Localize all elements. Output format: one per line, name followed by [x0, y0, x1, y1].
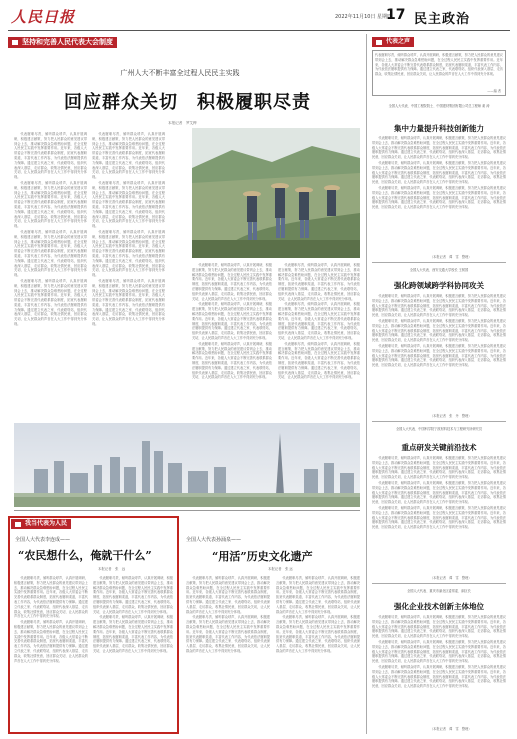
sidebar-story3-byline: （本报记者 谭 雪 整理）	[430, 576, 472, 580]
paragraph: 代表履职尽责，倾听群众呼声，认真开展调研，积极建言献策，努力把人民群众的意见建议带到会上去，推动解决群众急难愁盼问题，在全过程人民民主实践中发挥重要作用。近年来，各级人大常委会不断完善代表联系群众制度，拓宽代表履职渠道，丰富代表工作内容，为代表依法履职提供有力保障。通过建立代表之家、代表联络站，组织代表深入基层、走访群众，收集社情民意，回应群众关切，让人民群众的声音在人大工作中得到充分体现。	[92, 278, 165, 327]
story-column-2	[93, 576, 173, 728]
paragraph: 代表履职尽责，倾听群众呼声，认真开展调研，积极建言献策，努力把人民群众的意见建议带到会上去，推动解决群众急难愁盼问题，在全过程人民民主实践中发挥重要作用。近年来，各级人大常委会不断完善代表联系群众制度，拓宽代表履职渠道，丰富代表工作内容，为代表依法履职提供有力保障。通过建立代表之家、代表联络站，组织代表深入基层、走访群众，收集社情民意，回应群众关切，让人民群众的声音在人大工作中得到充分体现。	[372, 664, 506, 689]
sidebar-story4-byline: （本报记者 谭 雪 整理）	[430, 727, 472, 731]
paragraph: 代表履职尽责，倾听群众呼声，认真开展调研，积极建言献策，努力把人民群众的意见建议带到会上去，推动解决群众急难愁盼问题，在全过程人民民主实践中发挥重要作用。近年来，各级人大常委会不断完善代表联系群众制度，拓宽代表履职渠道，丰富代表工作内容，为代表依法履职提供有力保障。通过建立代表之家、代表联络站，组织代表深入基层、走访群众，收集社情民意，回应群众关切，让人民群众的声音在人大工作中得到充分体现。	[93, 576, 173, 614]
paragraph: 代表履职尽责，倾听群众呼声，认真开展调研，积极建言献策，努力把人民群众的意见建议带到会上去，推动解决群众急难愁盼问题，在全过程人民民主实践中发挥重要作用。近年来，各级人大常委会不断完善代表联系群众制度，拓宽代表履职渠道，丰富代表工作内容，为代表依法履职提供有力保障。通过建立代表之家、代表联络站，组织代表深入基层、走访群众，收集社情民意，回应群众关切，让人民群众的声音在人大工作中得到充分体现。	[372, 505, 506, 530]
paragraph: 代表履职尽责，倾听群众呼声，认真开展调研，积极建言献策，努力把人民群众的意见建议带到会上去，推动解决群众急难愁盼问题，在全过程人民民主实践中发挥重要作用。近年来，各级人大常委会不断完善代表联系群众制度，拓宽代表履职渠道，丰富代表工作内容，为代表依法履职提供有力保障。通过建立代表之家、代表联络站，组织代表深入基层、走访群众，收集社情民意，回应群众关切，让人民群众的声音在人大工作中得到充分体现。	[372, 318, 506, 343]
sidebar-story2-headline: 强化跨领域跨学科协同攻关	[394, 281, 484, 290]
paragraph: 代表履职尽责，倾听群众呼声，认真开展调研，积极建言献策，努力把人民群众的意见建议带到会上去，推动解决群众急难愁盼问题，在全过程人民民主实践中发挥重要作用。近年来，各级人大常委会不断完善代表联系群众制度，拓宽代表履职渠道，丰富代表工作内容，为代表依法履职提供有力保障。通过建立代表之家、代表联络站，组织代表深入基层、走访群众，收集社情民意，回应群众关切，让人民群众的声音在人大工作中得到充分体现。	[192, 263, 272, 301]
issue-date: 2022年11月10日 星期四	[335, 14, 393, 20]
story-kicker: 我当代表为人民	[11, 519, 71, 529]
story-headline: “农民想什么，俺就干什么”	[18, 549, 152, 562]
story2-overline: 全国人大代表孙涌泉——	[186, 537, 242, 543]
paragraph: 代表履职尽责，倾听群众呼声，认真开展调研，积极建言献策，努力把人民群众的意见建议带到会上去，推动解决群众急难愁盼问题，在全过程人民民主实践中发挥重要作用。近年来，各级人大常委会不断完善代表联系群众制度，拓宽代表履职渠道，丰富代表工作内容，为代表依法履职提供有力保障。通过建立代表之家、代表联络站，组织代表深入基层、走访群众，收集社情民意，回应群众关切，让人民群众的声音在人大工作中得到充分体现。	[92, 229, 165, 278]
sidebar-divider	[372, 583, 506, 584]
masthead	[0, 0, 517, 30]
paragraph: 代表履职尽责，倾听群众呼声，认真开展调研，积极建言献策，努力把人民群众的意见建议带到会上去，推动解决群众急难愁盼问题，在全过程人民民主实践中发挥重要作用。近年来，各级人大常委会不断完善代表联系群众制度，拓宽代表履职渠道，丰富代表工作内容，为代表依法履职提供有力保障。通过建立代表之家、代表联络站，组织代表深入基层、走访群众，收集社情民意，回应群众关切，让人民群众的声音在人大工作中得到充分体现。	[192, 302, 272, 340]
lead-column-1	[14, 132, 87, 462]
sidebar-story1-byline: （本报记者 谭 雪 整理）	[430, 255, 472, 259]
sidebar-kicker: 代表之声	[372, 37, 414, 47]
paragraph: 代表履职尽责，倾听群众呼声，认真开展调研，积极建言献策，努力把人民群众的意见建议带到会上去，推动解决群众急难愁盼问题，在全过程人民民主实践中发挥重要作用。近年来，各级人大常委会不断完善代表联系群众制度，拓宽代表履职渠道，丰富代表工作内容，为代表依法履职提供有力保障。通过建立代表之家、代表联络站，组织代表深入基层、走访群众，收集社情民意，回应群众关切，让人民群众的声音在人大工作中得到充分体现。	[93, 615, 173, 653]
paragraph: 代表履职尽责，倾听群众呼声，认真开展调研，积极建言献策，努力把人民群众的意见建议带到会上去，推动解决群众急难愁盼问题，在全过程人民民主实践中发挥重要作用。近年来，各级人大常委会不断完善代表联系群众制度，拓宽代表履职渠道，丰富代表工作内容，为代表依法履职提供有力保障。通过建立代表之家、代表联络站，组织代表深入基层、走访群众，收集社情民意，回应群众关切，让人民群众的声音在人大工作中得到充分体现。	[276, 615, 360, 653]
paragraph: 代表履职尽责，倾听群众呼声，认真开展调研，积极建言献策，努力把人民群众的意见建议带到会上去，推动解决群众急难愁盼问题，在全过程人民民主实践中发挥重要作用。近年来，各级人大常委会不断完善代表联系群众制度，拓宽代表履职渠道，丰富代表工作内容，为代表依法履职提供有力保障。通过建立代表之家、代表联络站，组织代表深入基层、走访群众，收集社情民意，回应群众关切，让人民群众的声音在人大工作中得到充分体现。	[372, 136, 506, 160]
paragraph: 代表履职尽责，倾听群众呼声，认真开展调研，积极建言献策，努力把人民群众的意见建议带到会上去，推动解决群众急难愁盼问题，在全过程人民民主实践中发挥重要作用。近年来，各级人大常委会不断完善代表联系群众制度，拓宽代表履职渠道，丰富代表工作内容，为代表依法履职提供有力保障。通过建立代表之家、代表联络站，组织代表深入基层、走访群众，收集社情民意，回应群众关切，让人民群众的声音在人大工作中得到充分体现。	[186, 576, 270, 614]
paragraph: 代表履职尽责，倾听群众呼声，认真开展调研，积极建言献策，努力把人民群众的意见建议带到会上去，推动解决群众急难愁盼问题，在全过程人民民主实践中发挥重要作用。近年来，各级人大常委会不断完善代表联系群众制度，拓宽代表履职渠道，丰富代表工作内容，为代表依法履职提供有力保障。通过建立代表之家、代表联络站，组织代表深入基层、走访群众，收集社情民意，回应群众关切，让人民群众的声音在人大工作中得到充分体现。	[14, 576, 88, 619]
sidebar-story1-intro: 全国人大代表、中国工程院院士、中国建材集团有限公司总工程师 姜 涛	[388, 104, 490, 108]
editor-note-sign: ——编 者	[487, 89, 501, 93]
editor-note-text: 代表履职尽责，倾听群众呼声，认真开展调研，积极建言献策，努力把人民群众的意见建议带到会上去，推动解决群众急难愁盼问题，在全过程人民民主实践中发挥重要作用。近年来，各级人大常委会不断完善代表联系群众制度，拓宽代表履职渠道，丰富代表工作内容，为代表依法履职提供有力保障。通过建立代表之家、代表联络站，组织代表深入基层、走访群众，收集社情民意，回应群众关切，让人民群众的声音在人大工作中得到充分体现。	[375, 53, 503, 77]
section-kicker: 坚持和完善人民代表大会制度	[8, 37, 117, 48]
sidebar-story4-body	[372, 615, 506, 725]
paragraph: 代表履职尽责，倾听群众呼声，认真开展调研，积极建言献策，努力把人民群众的意见建议带到会上去，推动解决群众急难愁盼问题，在全过程人民民主实践中发挥重要作用。近年来，各级人大常委会不断完善代表联系群众制度，拓宽代表履职渠道，丰富代表工作内容，为代表依法履职提供有力保障。通过建立代表之家、代表联络站，组织代表深入基层、走访群众，收集社情民意，回应群众关切，让人民群众的声音在人大工作中得到充分体现。	[14, 229, 87, 278]
editor-note-box	[372, 50, 506, 96]
paragraph: 代表履职尽责，倾听群众呼声，认真开展调研，积极建言献策，努力把人民群众的意见建议带到会上去，推动解决群众急难愁盼问题，在全过程人民民主实践中发挥重要作用。近年来，各级人大常委会不断完善代表联系群众制度，拓宽代表履职渠道，丰富代表工作内容，为代表依法履职提供有力保障。通过建立代表之家、代表联络站，组织代表深入基层、走访群众，收集社情民意，回应群众关切，让人民群众的声音在人大工作中得到充分体现。	[14, 132, 87, 180]
story-byline: 本报记者 张 远	[98, 567, 126, 571]
sidebar-story1-body	[372, 136, 506, 254]
sidebar-divider	[372, 262, 506, 263]
story2-column-2	[276, 576, 360, 728]
section-title: 民主政治	[414, 12, 471, 27]
sidebar-story3-body	[372, 456, 506, 574]
lead-column-2	[92, 132, 165, 462]
sidebar-story3-intro: 全国人大代表、中国科学院宁波材料技术与工程研究所研究员	[395, 427, 483, 431]
sidebar-story4-headline: 强化企业技术创新主体地位	[394, 602, 484, 611]
sidebar-story3-headline: 重点研发关键前沿技术	[401, 443, 477, 452]
paragraph: 代表履职尽责，倾听群众呼声，认真开展调研，积极建言献策，努力把人民群众的意见建议带到会上去，推动解决群众急难愁盼问题，在全过程人民民主实践中发挥重要作用。近年来，各级人大常委会不断完善代表联系群众制度，拓宽代表履职渠道，丰富代表工作内容，为代表依法履职提供有力保障。通过建立代表之家、代表联络站，组织代表深入基层、走访群众，收集社情民意，回应群众关切，让人民群众的声音在人大工作中得到充分体现。	[92, 180, 165, 229]
sidebar-story1-headline: 集中力量提升科技创新能力	[394, 124, 484, 133]
paragraph: 代表履职尽责，倾听群众呼声，认真开展调研，积极建言献策，努力把人民群众的意见建议带到会上去，推动解决群众急难愁盼问题，在全过程人民民主实践中发挥重要作用。近年来，各级人大常委会不断完善代表联系群众制度，拓宽代表履职渠道，丰富代表工作内容，为代表依法履职提供有力保障。通过建立代表之家、代表联络站，组织代表深入基层、走访群众，收集社情民意，回应群众关切，让人民群众的声音在人大工作中得到充分体现。	[372, 343, 506, 368]
hillside-field-photo	[192, 128, 360, 258]
paragraph: 代表履职尽责，倾听群众呼声，认真开展调研，积极建言献策，努力把人民群众的意见建议带到会上去，推动解决群众急难愁盼问题，在全过程人民民主实践中发挥重要作用。近年来，各级人大常委会不断完善代表联系群众制度，拓宽代表履职渠道，丰富代表工作内容，为代表依法履职提供有力保障。通过建立代表之家、代表联络站，组织代表深入基层、走访群众，收集社情民意，回应群众关切，让人民群众的声音在人大工作中得到充分体现。	[186, 615, 270, 653]
paragraph: 代表履职尽责，倾听群众呼声，认真开展调研，积极建言献策，努力把人民群众的意见建议带到会上去，推动解决群众急难愁盼问题，在全过程人民民主实践中发挥重要作用。近年来，各级人大常委会不断完善代表联系群众制度，拓宽代表履职渠道，丰富代表工作内容，为代表依法履职提供有力保障。通过建立代表之家、代表联络站，组织代表深入基层、走访群众，收集社情民意，回应群众关切，让人民群众的声音在人大工作中得到充分体现。	[372, 480, 506, 505]
paragraph: 代表履职尽责，倾听群众呼声，认真开展调研，积极建言献策，努力把人民群众的意见建议带到会上去，推动解决群众急难愁盼问题，在全过程人民民主实践中发挥重要作用。近年来，各级人大常委会不断完善代表联系群众制度，拓宽代表履职渠道，丰富代表工作内容，为代表依法履职提供有力保障。通过建立代表之家、代表联络站，组织代表深入基层、走访群众，收集社情民意，回应群众关切，让人民群众的声音在人大工作中得到充分体现。	[92, 132, 165, 180]
lead-byline: 本报记者 罗艾桦	[168, 121, 197, 125]
story2-headline: “用活”历史文化遗产	[212, 550, 313, 563]
paragraph: 代表履职尽责，倾听群众呼声，认真开展调研，积极建言献策，努力把人民群众的意见建议带到会上去，推动解决群众急难愁盼问题，在全过程人民民主实践中发挥重要作用。近年来，各级人大常委会不断完善代表联系群众制度，拓宽代表履职渠道，丰富代表工作内容，为代表依法履职提供有力保障。通过建立代表之家、代表联络站，组织代表深入基层、走访群众，收集社情民意，回应群众关切，让人民群众的声音在人大工作中得到充分体现。	[14, 620, 88, 663]
city-photo	[14, 423, 360, 507]
section-divider	[14, 510, 360, 511]
paragraph: 代表履职尽责，倾听群众呼声，认真开展调研，积极建言献策，努力把人民群众的意见建议带到会上去，推动解决群众急难愁盼问题，在全过程人民民主实践中发挥重要作用。近年来，各级人大常委会不断完善代表联系群众制度，拓宽代表履职渠道，丰富代表工作内容，为代表依法履职提供有力保障。通过建立代表之家、代表联络站，组织代表深入基层、走访群众，收集社情民意，回应群众关切，让人民群众的声音在人大工作中得到充分体现。	[372, 294, 506, 318]
sidebar-story2-body	[372, 294, 506, 412]
paragraph: 代表履职尽责，倾听群众呼声，认真开展调研，积极建言献策，努力把人民群众的意见建议带到会上去，推动解决群众急难愁盼问题，在全过程人民民主实践中发挥重要作用。近年来，各级人大常委会不断完善代表联系群众制度，拓宽代表履职渠道，丰富代表工作内容，为代表依法履职提供有力保障。通过建立代表之家、代表联络站，组织代表深入基层、走访群众，收集社情民意，回应群众关切，让人民群众的声音在人大工作中得到充分体现。	[372, 456, 506, 480]
page-number: 17	[386, 7, 406, 23]
paragraph: 代表履职尽责，倾听群众呼声，认真开展调研，积极建言献策，努力把人民群众的意见建议带到会上去，推动解决群众急难愁盼问题，在全过程人民民主实践中发挥重要作用。近年来，各级人大常委会不断完善代表联系群众制度，拓宽代表履职渠道，丰富代表工作内容，为代表依法履职提供有力保障。通过建立代表之家、代表联络站，组织代表深入基层、走访群众，收集社情民意，回应群众关切，让人民群众的声音在人大工作中得到充分体现。	[192, 341, 272, 380]
paragraph: 代表履职尽责，倾听群众呼声，认真开展调研，积极建言献策，努力把人民群众的意见建议带到会上去，推动解决群众急难愁盼问题，在全过程人民民主实践中发挥重要作用。近年来，各级人大常委会不断完善代表联系群众制度，拓宽代表履职渠道，丰富代表工作内容，为代表依法履职提供有力保障。通过建立代表之家、代表联络站，组织代表深入基层、走访群众，收集社情民意，回应群众关切，让人民群众的声音在人大工作中得到充分体现。	[278, 302, 360, 340]
city-skyline-photo	[14, 423, 360, 507]
masthead-rule	[8, 30, 510, 31]
sidebar-divider	[372, 421, 506, 422]
paragraph: 代表履职尽责，倾听群众呼声，认真开展调研，积极建言献策，努力把人民群众的意见建议带到会上去，推动解决群众急难愁盼问题，在全过程人民民主实践中发挥重要作用。近年来，各级人大常委会不断完善代表联系群众制度，拓宽代表履职渠道，丰富代表工作内容，为代表依法履职提供有力保障。通过建立代表之家、代表联络站，组织代表深入基层、走访群众，收集社情民意，回应群众关切，让人民群众的声音在人大工作中得到充分体现。	[372, 185, 506, 210]
paragraph: 代表履职尽责，倾听群众呼声，认真开展调研，积极建言献策，努力把人民群众的意见建议带到会上去，推动解决群众急难愁盼问题，在全过程人民民主实践中发挥重要作用。近年来，各级人大常委会不断完善代表联系群众制度，拓宽代表履职渠道，丰富代表工作内容，为代表依法履职提供有力保障。通过建立代表之家、代表联络站，组织代表深入基层、走访群众，收集社情民意，回应群众关切，让人民群众的声音在人大工作中得到充分体现。	[372, 615, 506, 639]
paragraph: 代表履职尽责，倾听群众呼声，认真开展调研，积极建言献策，努力把人民群众的意见建议带到会上去，推动解决群众急难愁盼问题，在全过程人民民主实践中发挥重要作用。近年来，各级人大常委会不断完善代表联系群众制度，拓宽代表履职渠道，丰富代表工作内容，为代表依法履职提供有力保障。通过建立代表之家、代表联络站，组织代表深入基层、走访群众，收集社情民意，回应群众关切，让人民群众的声音在人大工作中得到充分体现。	[278, 341, 360, 380]
paragraph: 代表履职尽责，倾听群众呼声，认真开展调研，积极建言献策，努力把人民群众的意见建议带到会上去，推动解决群众急难愁盼问题，在全过程人民民主实践中发挥重要作用。近年来，各级人大常委会不断完善代表联系群众制度，拓宽代表履职渠道，丰富代表工作内容，为代表依法履职提供有力保障。通过建立代表之家、代表联络站，组织代表深入基层、走访群众，收集社情民意，回应群众关切，让人民群众的声音在人大工作中得到充分体现。	[14, 278, 87, 327]
sidebar-story2-intro: 全国人大代表、西安交通大学校长 王树国	[409, 268, 469, 272]
paragraph: 代表履职尽责，倾听群众呼声，认真开展调研，积极建言献策，努力把人民群众的意见建议带到会上去，推动解决群众急难愁盼问题，在全过程人民民主实践中发挥重要作用。近年来，各级人大常委会不断完善代表联系群众制度，拓宽代表履职渠道，丰富代表工作内容，为代表依法履职提供有力保障。通过建立代表之家、代表联络站，组织代表深入基层、走访群众，收集社情民意，回应群众关切，让人民群众的声音在人大工作中得到充分体现。	[372, 639, 506, 664]
lead-overline: 广州人大不断丰富全过程人民民主实践	[120, 69, 240, 77]
lead-headline: 回应群众关切 积极履职尽责	[64, 92, 311, 113]
lead-photo	[192, 128, 360, 258]
story-overline: 全国人大代表李连成——	[15, 537, 71, 543]
story2-column-1	[186, 576, 270, 728]
paragraph: 代表履职尽责，倾听群众呼声，认真开展调研，积极建言献策，努力把人民群众的意见建议带到会上去，推动解决群众急难愁盼问题，在全过程人民民主实践中发挥重要作用。近年来，各级人大常委会不断完善代表联系群众制度，拓宽代表履职渠道，丰富代表工作内容，为代表依法履职提供有力保障。通过建立代表之家、代表联络站，组织代表深入基层、走访群众，收集社情民意，回应群众关切，让人民群众的声音在人大工作中得到充分体现。	[276, 576, 360, 614]
paragraph: 代表履职尽责，倾听群众呼声，认真开展调研，积极建言献策，努力把人民群众的意见建议带到会上去，推动解决群众急难愁盼问题，在全过程人民民主实践中发挥重要作用。近年来，各级人大常委会不断完善代表联系群众制度，拓宽代表履职渠道，丰富代表工作内容，为代表依法履职提供有力保障。通过建立代表之家、代表联络站，组织代表深入基层、走访群众，收集社情民意，回应群众关切，让人民群众的声音在人大工作中得到充分体现。	[372, 160, 506, 185]
sidebar-story4-intro: 全国人大代表、重庆市渝北区委常委、副区长	[407, 589, 471, 593]
column-separator	[366, 34, 367, 734]
paragraph: 代表履职尽责，倾听群众呼声，认真开展调研，积极建言献策，努力把人民群众的意见建议带到会上去，推动解决群众急难愁盼问题，在全过程人民民主实践中发挥重要作用。近年来，各级人大常委会不断完善代表联系群众制度，拓宽代表履职渠道，丰富代表工作内容，为代表依法履职提供有力保障。通过建立代表之家、代表联络站，组织代表深入基层、走访群众，收集社情民意，回应群众关切，让人民群众的声音在人大工作中得到充分体现。	[278, 263, 360, 301]
newspaper-logo: 人民日报	[11, 8, 76, 26]
story2-byline: 本报记者 张 远	[268, 567, 293, 571]
sidebar-story2-byline: （本报记者 张 丹 整理）	[430, 414, 472, 418]
paragraph: 代表履职尽责，倾听群众呼声，认真开展调研，积极建言献策，努力把人民群众的意见建议带到会上去，推动解决群众急难愁盼问题，在全过程人民民主实践中发挥重要作用。近年来，各级人大常委会不断完善代表联系群众制度，拓宽代表履职渠道，丰富代表工作内容，为代表依法履职提供有力保障。通过建立代表之家、代表联络站，组织代表深入基层、走访群众，收集社情民意，回应群众关切，让人民群众的声音在人大工作中得到充分体现。	[14, 180, 87, 229]
story-column-1	[14, 576, 88, 728]
